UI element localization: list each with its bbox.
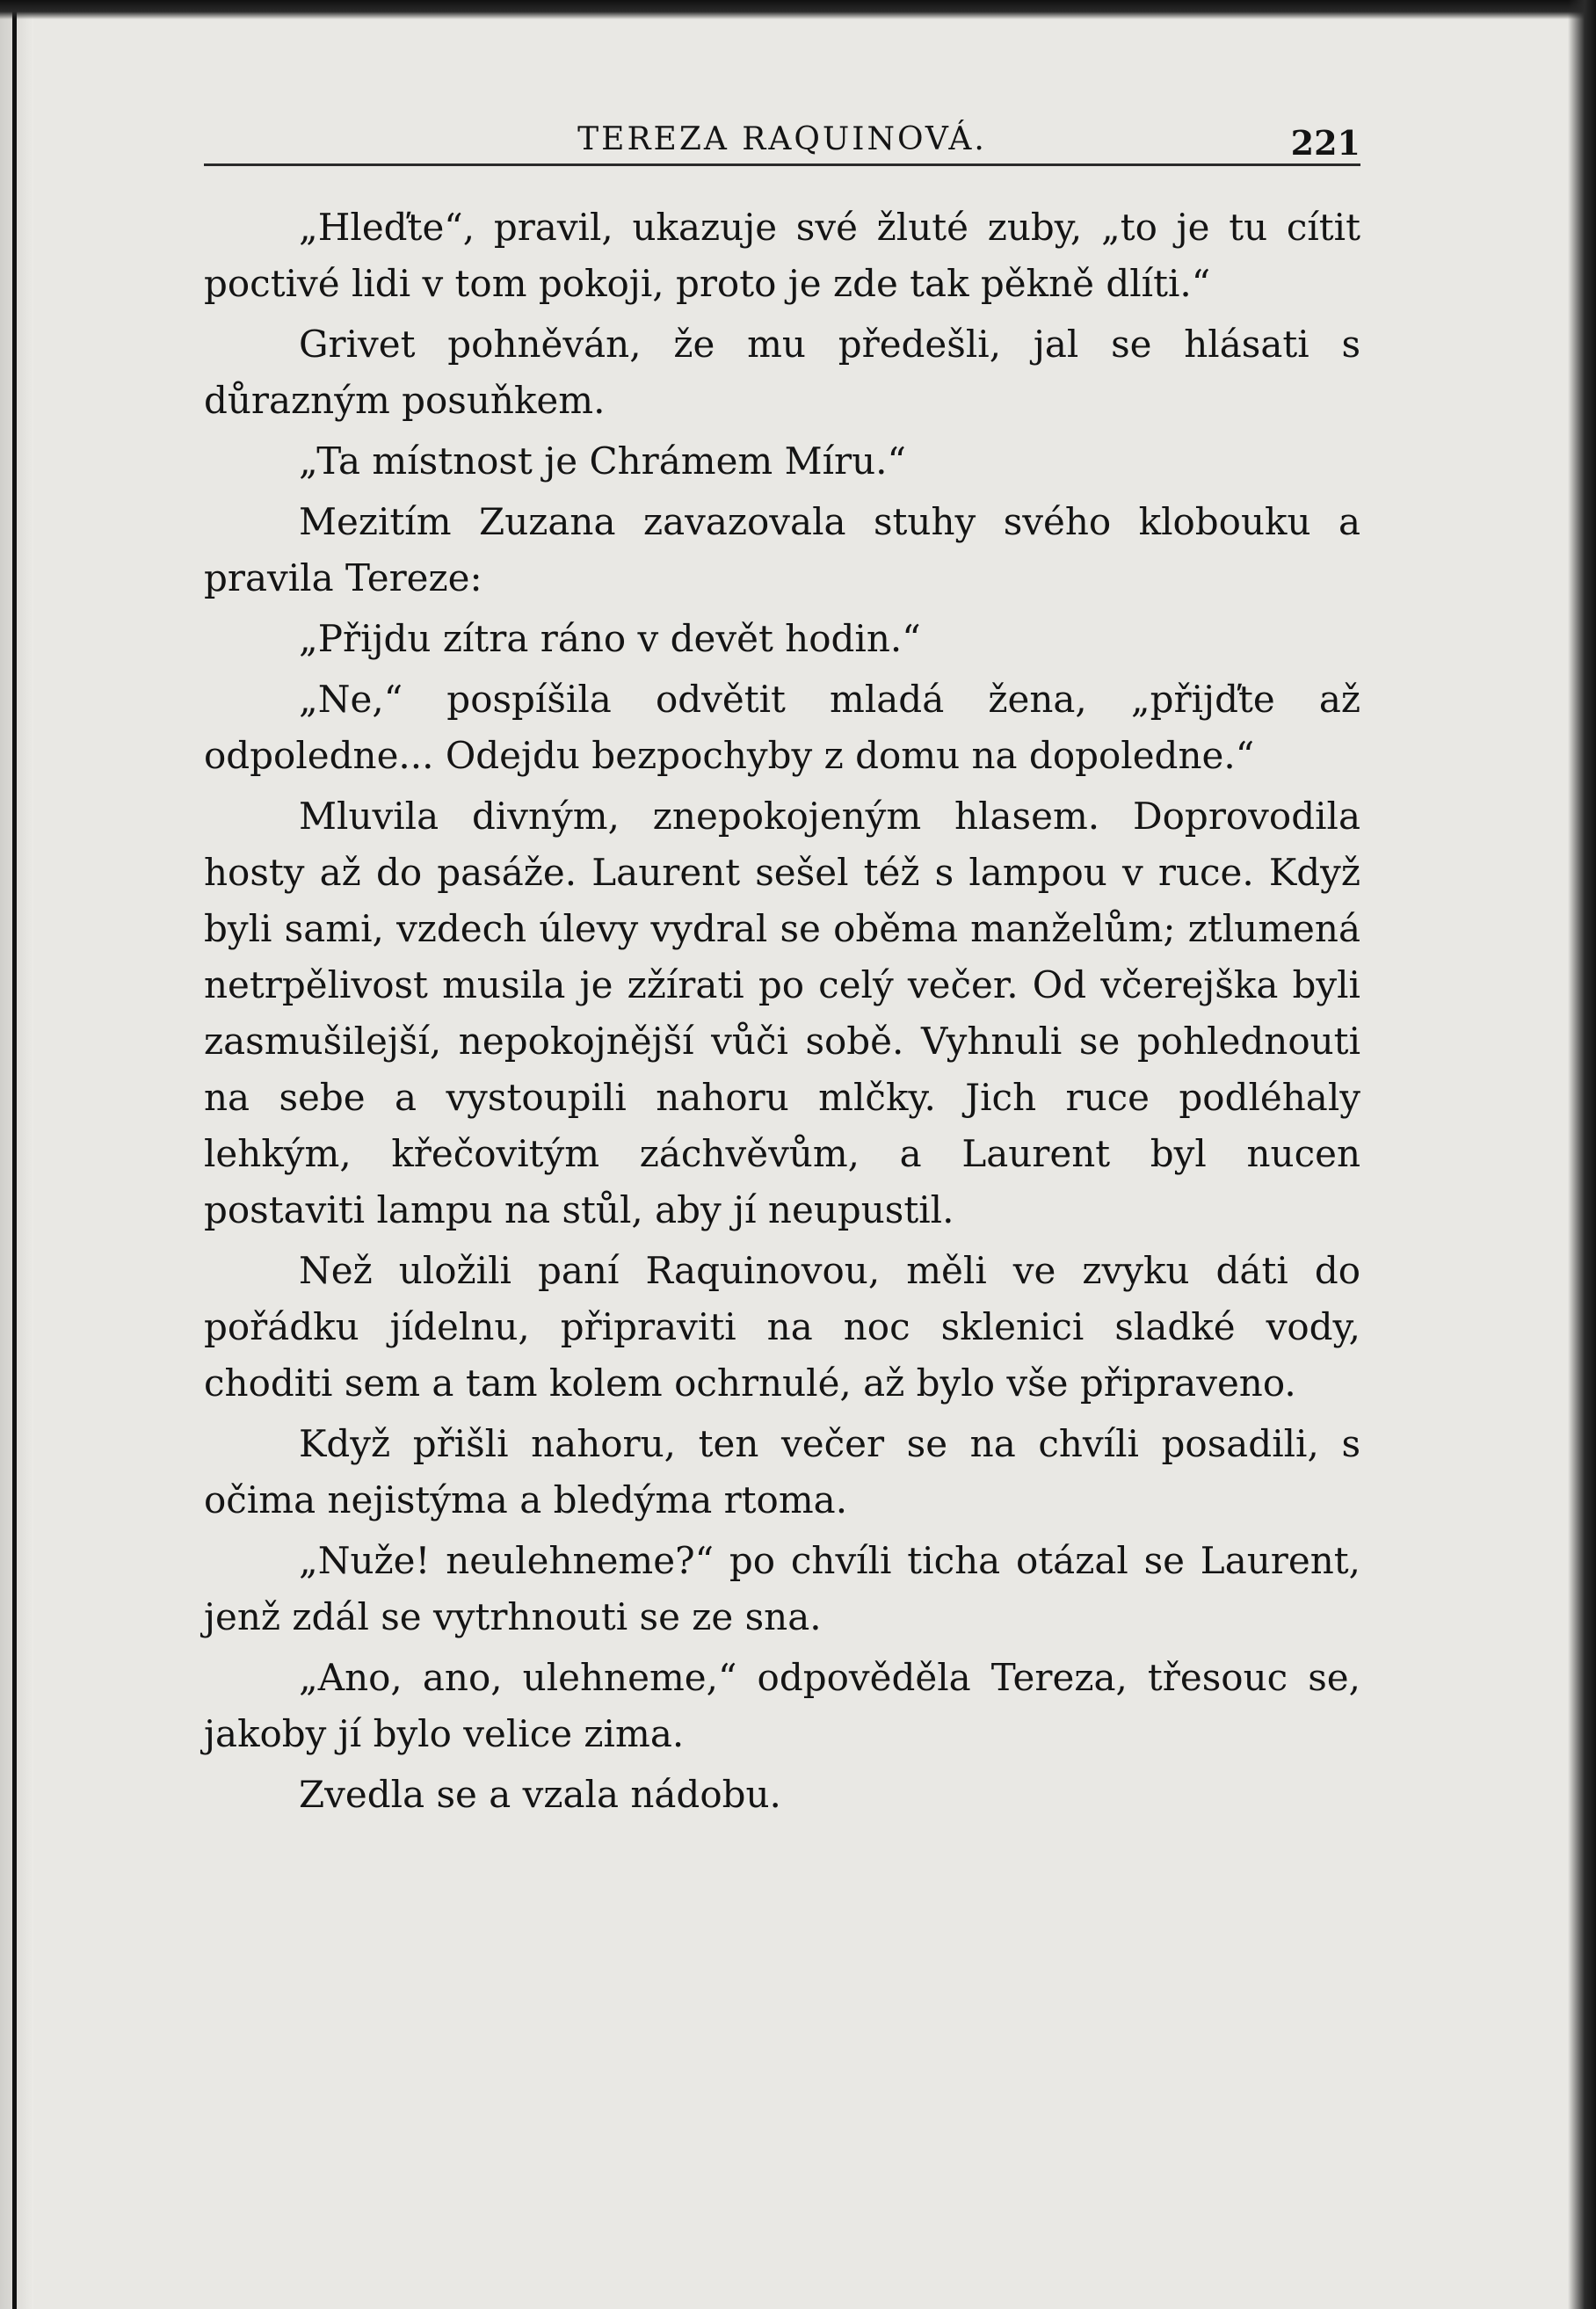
paragraph: Mluvila divným, znepokojeným hlasem. Doprovodila hosty až do pasáže. Laurent sešel též s lampou v ruce. Když byli sami, vzdech úlevy vydral se oběma manželům; ztlumená netrpělivost musila je zžírati po celý večer. Od včerejška byli zasmušilejší, nepokojnější vůči sobě. Vyhnuli se pohlednouti na sebe a vystoupili nahoru mlčky. Jich ruce podléhaly lehkým, křečovitým záchvěvům, a Laurent byl nucen postaviti lampu na stůl, aby jí neupustil. (204, 795, 1360, 1231)
body-text (204, 200, 1360, 1823)
paragraph: „Přijdu zítra ráno v devět hodin.“ (299, 617, 921, 660)
book-page (204, 113, 1360, 1827)
paragraph: „Nuže! neulehneme?“ po chvíli ticha otázal se Laurent, jenž zdál se vytrhnouti se ze sna. (204, 1539, 1360, 1638)
paragraph: Zvedla se a vzala nádobu. (299, 1773, 781, 1816)
paragraph: Grivet pohněván, že mu předešli, jal se hlásati s důrazným posuňkem. (204, 323, 1360, 422)
paragraph: „Ta místnost je Chrámem Míru.“ (299, 439, 906, 483)
scan-top-edge (0, 0, 1596, 19)
page-number: 221 (1290, 123, 1360, 163)
scan-right-edge (1568, 0, 1596, 2309)
paragraph: „Ne,“ pospíšila odvětit mladá žena, „přijďte až odpoledne... Odejdu bezpochyby z domu na dopoledne.“ (204, 678, 1360, 777)
paragraph: Když přišli nahoru, ten večer se na chvíli posadili, s očima nejistýma a bledýma rtoma. (204, 1422, 1360, 1521)
running-title: TEREZA RAQUINOVÁ. (577, 121, 987, 157)
paragraph: Než uložili paní Raquinovou, měli ve zvyku dáti do pořádku jídelnu, připraviti na noc sklenici sladké vody, choditi sem a tam kolem ochrnulé, až bylo vše připraveno. (204, 1249, 1360, 1405)
book-spine-edge (12, 0, 17, 2309)
running-header (204, 113, 1360, 166)
paragraph: „Hleďte“, pravil, ukazuje své žluté zuby, „to je tu cítit poctivé lidi v tom pokoji, proto je zde tak pěkně dlíti.“ (204, 206, 1360, 305)
paragraph: Mezitím Zuzana zavazovala stuhy svého klobouku a pravila Tereze: (204, 500, 1360, 599)
page-left-margin-shadow (0, 0, 33, 2309)
paragraph: „Ano, ano, ulehneme,“ odpověděla Tereza, třesouc se, jakoby jí bylo velice zima. (204, 1656, 1360, 1755)
